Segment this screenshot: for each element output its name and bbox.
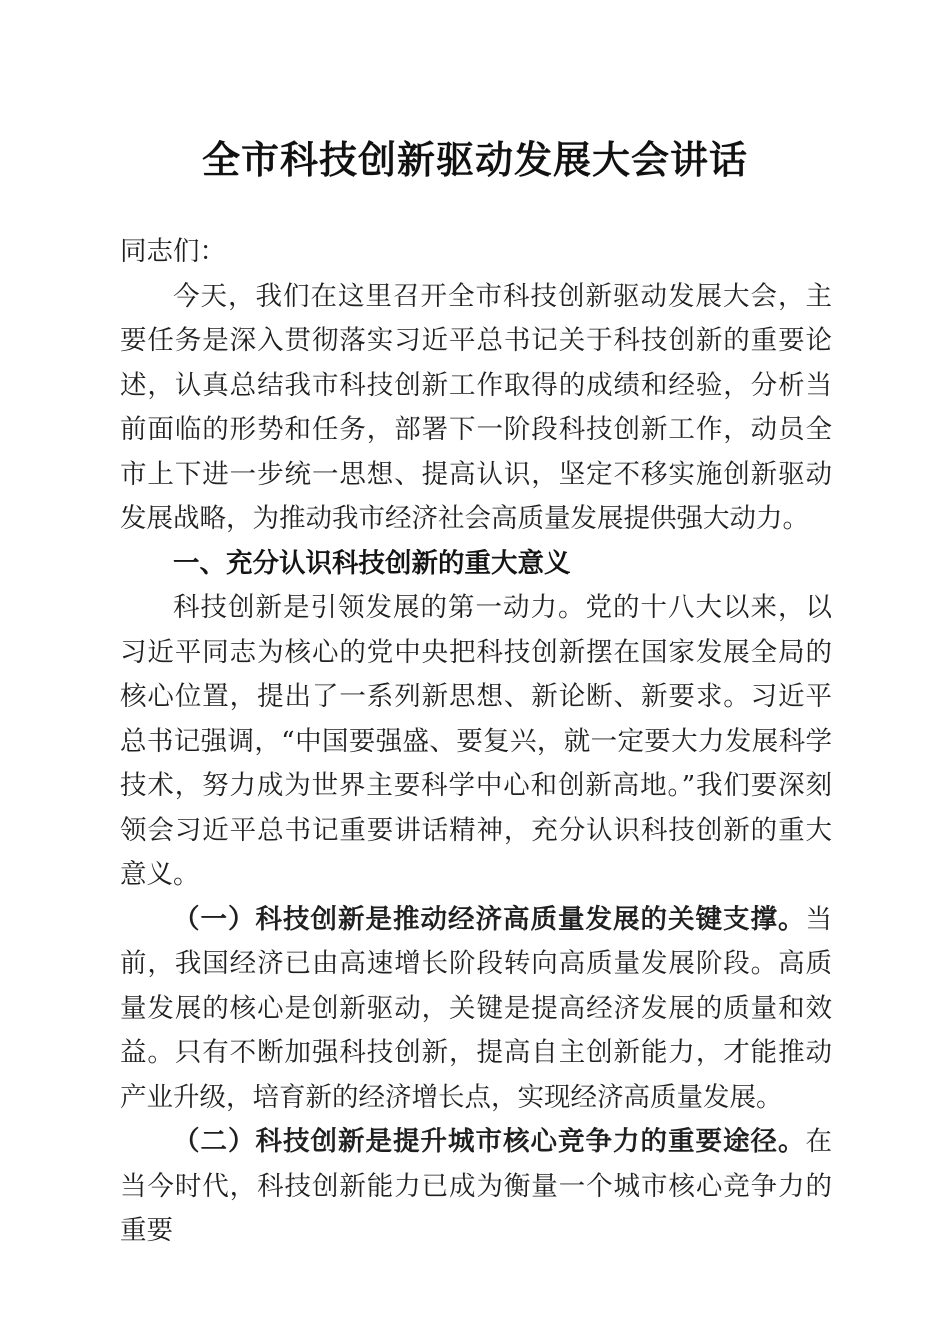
point-1-paragraph [120, 898, 832, 1121]
section-heading-1: 一、充分认识科技创新的重大意义 [173, 547, 571, 579]
intro-paragraph: 今天，我们在这里召开全市科技创新驱动发展大会，主要任务是深入贯彻落实习近平总书记关于科技创新的重要论述，认真总结我市科技创新工作取得的成绩和经验，分析当前面临的形势和任务，部署下一阶段科技创新工作，动员全市上下进一步统一思想、提高认识，坚定不移实施创新驱动发展战略，为推动我市经济社会高质量发展提供强大动力。 [120, 280, 832, 534]
point-2-body: 在当今时代，科技创新能力已成为衡量一个城市核心竞争力的重要 [120, 1126, 832, 1246]
point-1-body: 当前，我国经济已由高速增长阶段转向高质量发展阶段。高质量发展的核心是创新驱动，关键是提高经济发展的质量和效益。只有不断加强科技创新，提高自主创新能力，才能推动产业升级，培育新的经济增长点，实现经济高质量发展。 [120, 903, 832, 1113]
point-1-lead: （一）科技创新是推动经济高质量发展的关键支撑。 [173, 903, 806, 935]
point-2-paragraph [120, 1120, 832, 1254]
section-1-paragraph: 科技创新是引领发展的第一动力。党的十八大以来，以习近平同志为核心的党中央把科技创新摆在国家发展全局的核心位置，提出了一系列新思想、新论断、新要求。习近平总书记强调，“中国要强盛、要复兴，就一定要大力发展科学技术，努力成为世界主要科学中心和创新高地。”我们要深刻领会习近平总书记重要讲话精神，充分认识科技创新的重大意义。 [120, 592, 832, 890]
salutation: 同志们： [120, 236, 226, 267]
document-title: 全市科技创新驱动发展大会讲话 [201, 137, 748, 182]
point-2-lead: （二）科技创新是提升城市核心竞争力的重要途径。 [173, 1126, 806, 1157]
document-body [120, 230, 832, 1254]
